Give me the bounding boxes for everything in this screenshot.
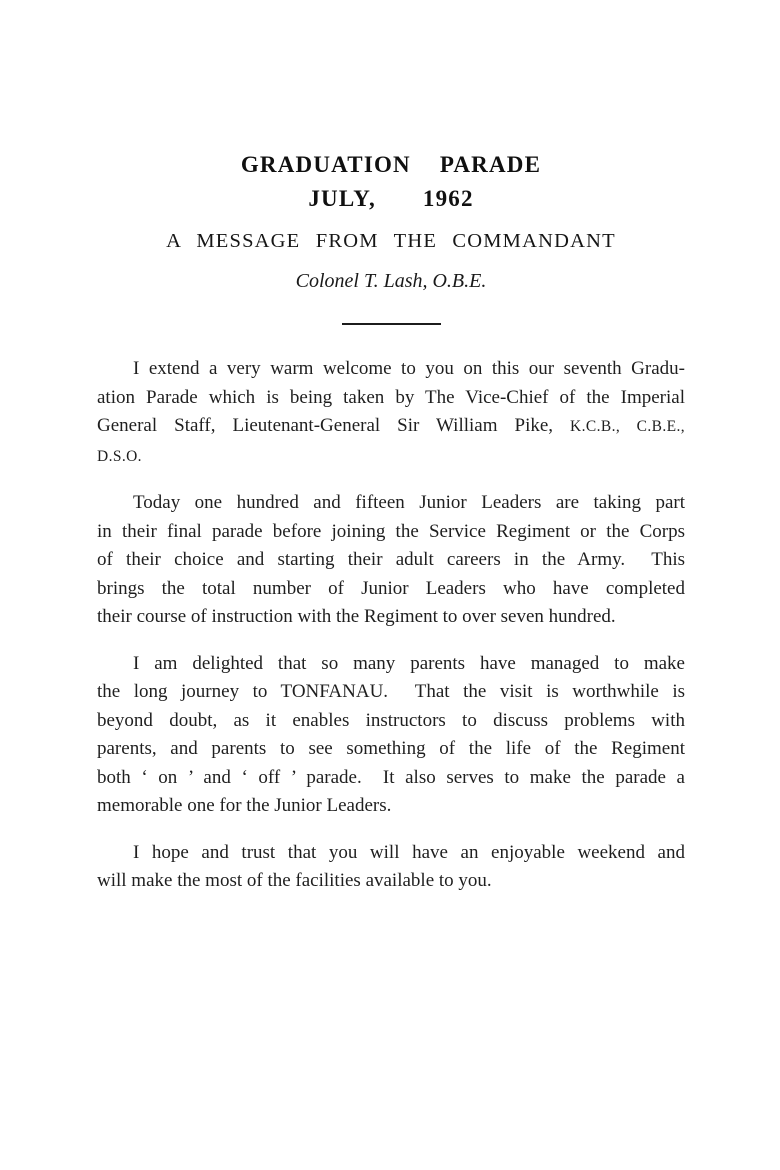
paragraph-line (97, 603, 685, 632)
text-segment: beyond doubt, as it enables instructors to discuss problems with (97, 709, 685, 731)
paragraph-line (97, 707, 685, 736)
paragraph-line (97, 764, 685, 793)
paragraph-line (97, 518, 685, 547)
text-segment: memorable one for the Junior Leaders. (97, 795, 392, 816)
text-segment: their course of instruction with the Regiment to over seven hundred. (97, 606, 616, 627)
text-segment: ation Parade which is being taken by The Vice-Chief of the Imperial (97, 386, 685, 408)
text-segment: I am delighted that so many parents have managed to make (133, 652, 685, 674)
author-line: Colonel T. Lash, O.B.E. (295, 270, 487, 292)
text-segment: Today one hundred and fifteen Junior Leaders are taking part (133, 492, 685, 513)
message-body (97, 355, 685, 896)
text-segment: will make the most of the facilities available to you. (97, 870, 492, 891)
divider-rule (342, 323, 441, 325)
paragraph-line (97, 792, 685, 821)
paragraph (97, 489, 685, 632)
paragraph (97, 355, 685, 471)
paragraph-line (97, 546, 685, 575)
paragraph-line (97, 735, 685, 764)
paragraph-line (97, 384, 685, 413)
document-header (97, 148, 685, 325)
text-segment: of their choice and starting their adult careers in the Army. This (97, 549, 685, 570)
paragraph-line (97, 839, 685, 868)
paragraph-line (97, 489, 685, 518)
document-content (97, 148, 685, 896)
title-line-1: GRADUATION PARADE (240, 152, 542, 177)
text-segment: the long journey to TONFANAU. That the visit is worthwhile is (97, 681, 685, 702)
text-segment: I hope and trust that you will have an enjoyable weekend and (133, 841, 685, 863)
text-segment: brings the total number of Junior Leaders who have completed (97, 577, 685, 599)
document-title (97, 148, 685, 216)
honorifics-text: D.S.O. (97, 447, 142, 465)
paragraph-line (97, 650, 685, 679)
document-subtitle: A MESSAGE FROM THE COMMANDANT (166, 230, 616, 252)
title-line-2: JULY, 1962 (308, 186, 474, 211)
text-segment: I extend a very warm welcome to you on this our seventh Gradu- (133, 358, 685, 379)
paragraph-line (97, 678, 685, 707)
text-segment: parents, and parents to see something of the life of the Regiment (97, 738, 685, 759)
text-segment: in their final parade before joining the Service Regiment or the Corps (97, 520, 685, 542)
paragraph-line (97, 412, 685, 442)
honorifics-text: K.C.B., C.B.E., (570, 418, 685, 435)
paragraph-line (97, 867, 685, 896)
paragraph (97, 650, 685, 821)
paragraph-line (97, 575, 685, 604)
text-segment: both ‘ on ’ and ‘ off ’ parade. It also serves to make the parade a (97, 766, 685, 788)
text-segment: General Staff, Lieutenant-General Sir William Pike, (97, 415, 571, 436)
paragraph (97, 839, 685, 896)
paragraph-line (97, 442, 685, 472)
paragraph-line (97, 355, 685, 384)
